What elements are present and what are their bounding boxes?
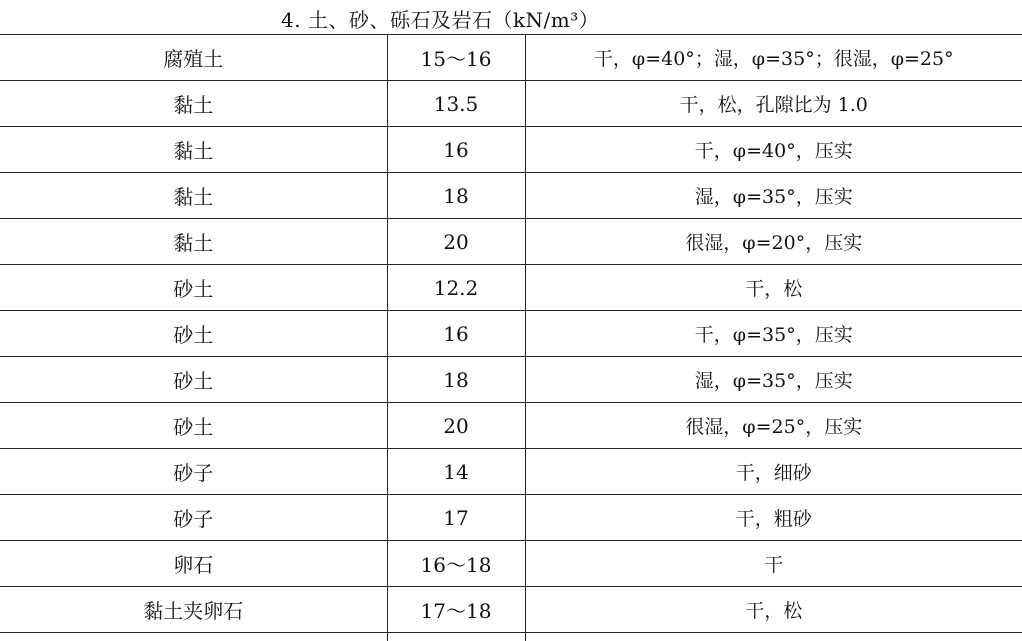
table-row: [0, 265, 1022, 311]
table-row: [0, 81, 1022, 127]
remark-cell: 很湿，φ=25°，压实: [525, 403, 1022, 449]
material-name-cell: 黏土: [0, 219, 387, 265]
unit-weight-cell: 17～18: [387, 587, 525, 633]
table-row: [0, 127, 1022, 173]
remark-cell: 干，φ=40°；湿，φ=35°；很湿，φ=25°: [525, 35, 1022, 81]
remark-cell: 干，松，孔隙比为 1.0: [525, 81, 1022, 127]
material-name-cell: 砂子: [0, 495, 387, 541]
remark-cell: 很湿，φ=20°，压实: [525, 219, 1022, 265]
material-name-cell: 黏土: [0, 81, 387, 127]
unit-weight-cell: 18: [387, 173, 525, 219]
table-row: [0, 541, 1022, 587]
material-name-cell: 砂土: [0, 357, 387, 403]
table-row: [0, 173, 1022, 219]
table-row-cut-off: [0, 633, 1022, 641]
unit-weight-table: [0, 34, 1022, 641]
unit-weight-cell: 12.2: [387, 265, 525, 311]
table-row: [0, 311, 1022, 357]
remark-cell: 干: [525, 541, 1022, 587]
material-name-cell: 黏土: [0, 127, 387, 173]
unit-weight-cell: 20: [387, 403, 525, 449]
material-name-cell: 腐殖土: [0, 35, 387, 81]
unit-weight-cell: 16～18: [387, 541, 525, 587]
unit-weight-cell: 18: [387, 357, 525, 403]
table-row: [0, 449, 1022, 495]
empty-cell: [525, 633, 1022, 641]
material-name-cell: 黏土夹卵石: [0, 587, 387, 633]
remark-cell: 干，粗砂: [525, 495, 1022, 541]
remark-cell: 干，松: [525, 587, 1022, 633]
remark-cell: 干，细砂: [525, 449, 1022, 495]
table-row: [0, 495, 1022, 541]
remark-cell: 干，松: [525, 265, 1022, 311]
unit-weight-cell: 15～16: [387, 35, 525, 81]
material-name-cell: 砂土: [0, 265, 387, 311]
remark-cell: 湿，φ=35°，压实: [525, 357, 1022, 403]
section-title: 4. 土、砂、砾石及岩石（kN/m³）: [281, 4, 599, 33]
table-row: [0, 587, 1022, 633]
table-row: [0, 219, 1022, 265]
unit-weight-cell: 16: [387, 311, 525, 357]
material-name-cell: 砂土: [0, 403, 387, 449]
table-row: [0, 357, 1022, 403]
remark-cell: 干，φ=35°，压实: [525, 311, 1022, 357]
unit-weight-cell: 20: [387, 219, 525, 265]
unit-weight-cell: 17: [387, 495, 525, 541]
remark-cell: 湿，φ=35°，压实: [525, 173, 1022, 219]
unit-weight-cell: 16: [387, 127, 525, 173]
unit-weight-cell: 14: [387, 449, 525, 495]
material-name-cell: 卵石: [0, 541, 387, 587]
empty-cell: [0, 633, 387, 641]
material-name-cell: 黏土: [0, 173, 387, 219]
section-title-bar: [0, 0, 1022, 34]
empty-cell: [387, 633, 525, 641]
material-name-cell: 砂土: [0, 311, 387, 357]
table-row: [0, 35, 1022, 81]
remark-cell: 干，φ=40°，压实: [525, 127, 1022, 173]
material-name-cell: 砂子: [0, 449, 387, 495]
unit-weight-cell: 13.5: [387, 81, 525, 127]
table-row: [0, 403, 1022, 449]
